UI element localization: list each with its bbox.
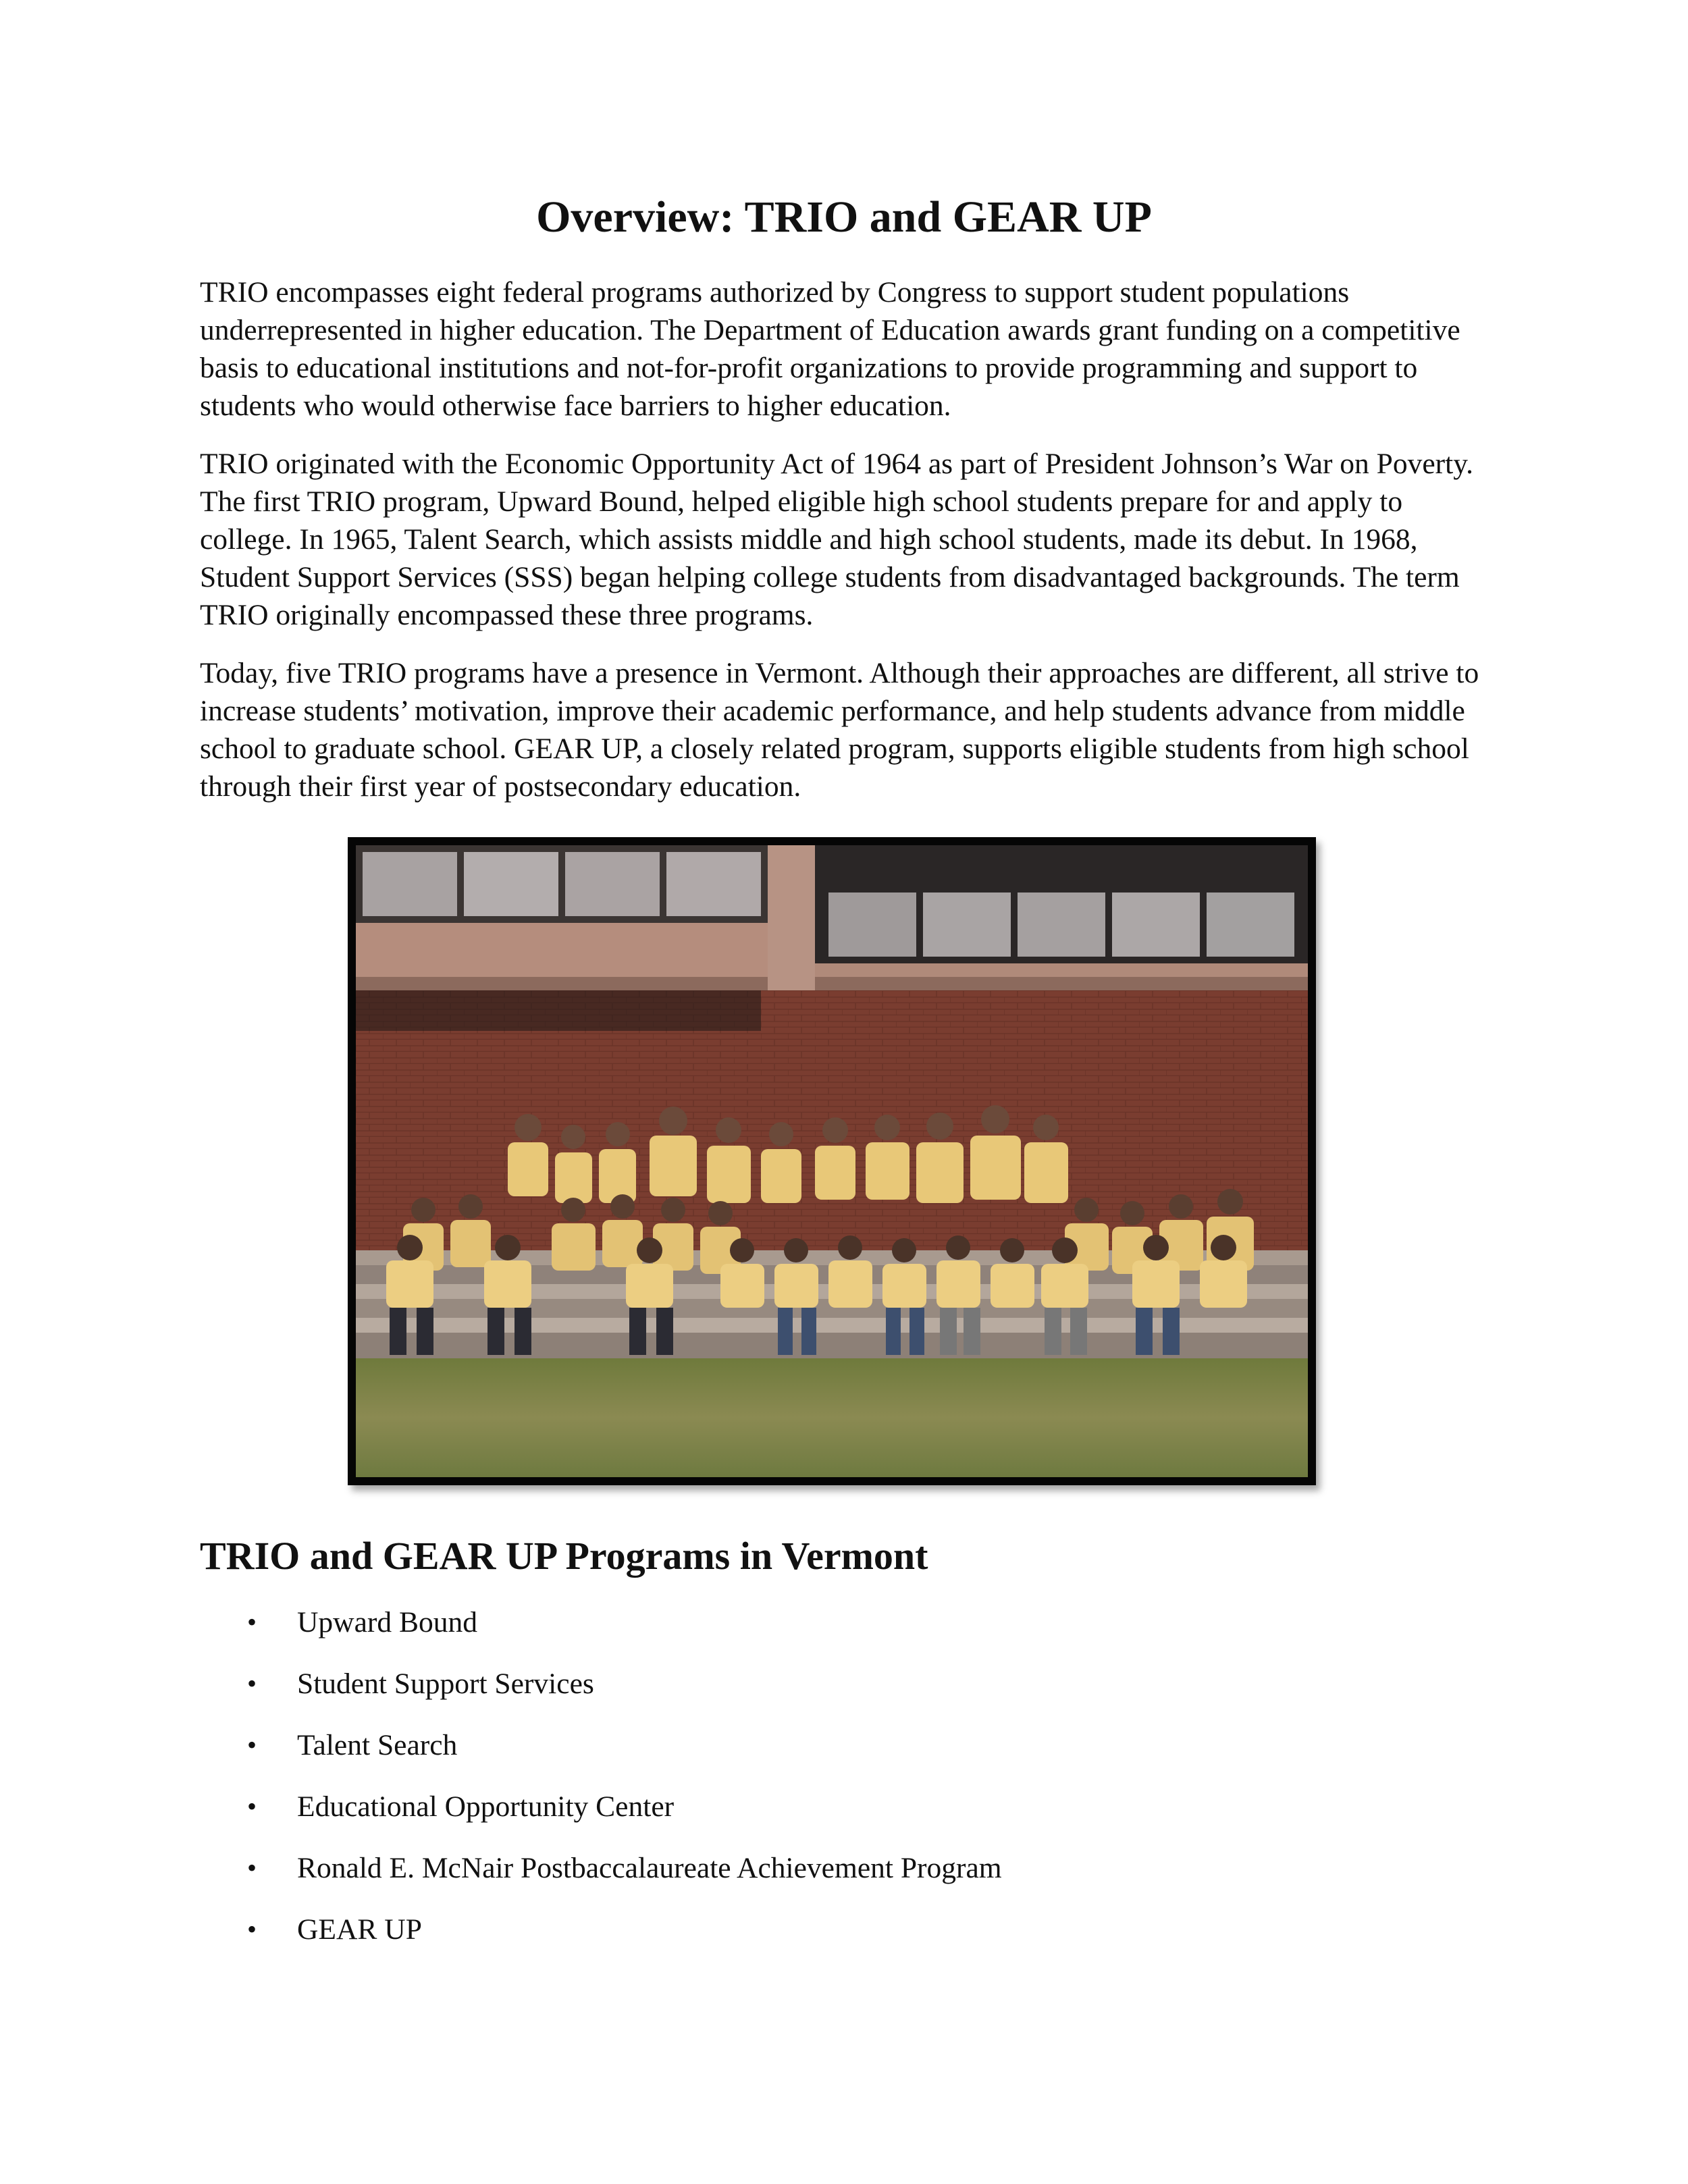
intro-text bbox=[200, 273, 1496, 826]
bullet-icon: • bbox=[247, 1853, 257, 1883]
program-name: Educational Opportunity Center bbox=[297, 1790, 675, 1823]
list-item bbox=[200, 1849, 1415, 1911]
bullet-icon: • bbox=[247, 1668, 257, 1699]
list-item bbox=[200, 1665, 1415, 1726]
program-name: Student Support Services bbox=[297, 1668, 594, 1700]
program-name: Talent Search bbox=[297, 1729, 458, 1761]
group-photo-frame bbox=[348, 837, 1316, 1485]
bullet-icon: • bbox=[247, 1791, 257, 1821]
program-name: Ronald E. McNair Postbaccalaureate Achievement Program bbox=[297, 1852, 1002, 1884]
list-item bbox=[200, 1788, 1415, 1849]
program-name: GEAR UP bbox=[297, 1913, 422, 1946]
group-photo bbox=[356, 845, 1308, 1477]
list-item bbox=[200, 1911, 1415, 1972]
paragraph-1: TRIO encompasses eight federal programs authorized by Congress to support student populations underrepresented in higher education. The Department of Education awards grant funding on a competitive basis to educational institutions and not-for-profit organizations to provide programming and support to students who would otherwise face barriers to higher education. bbox=[200, 276, 1460, 422]
program-name: Upward Bound bbox=[297, 1606, 478, 1639]
list-item bbox=[200, 1603, 1415, 1665]
paragraph-3: Today, five TRIO programs have a presence in Vermont. Although their approaches are different, all strive to increase students’ motivation, improve their academic performance, and help students advance from middle school to graduate school. GEAR UP, a closely related program, supports eligible students from high school through their first year of postsecondary education. bbox=[200, 657, 1479, 803]
program-list bbox=[200, 1603, 1415, 1972]
page-title: Overview: TRIO and GEAR UP bbox=[536, 192, 1152, 242]
section-heading: TRIO and GEAR UP Programs in Vermont bbox=[200, 1534, 928, 1578]
list-item bbox=[200, 1726, 1415, 1788]
bullet-icon: • bbox=[247, 1730, 257, 1760]
paragraph-2: TRIO originated with the Economic Opportunity Act of 1964 as part of President Johnson’s War on Poverty. The first TRIO program, Upward Bound, helped eligible high school students prepare for and apply to college. In 1965, Talent Search, which assists middle and high school students, made its debut. In 1968, Student Support Services (SSS) began helping college students from disadvantaged backgrounds. The term TRIO originally encompassed these three programs. bbox=[200, 448, 1474, 631]
bullet-icon: • bbox=[247, 1607, 257, 1637]
bullet-icon: • bbox=[247, 1914, 257, 1944]
